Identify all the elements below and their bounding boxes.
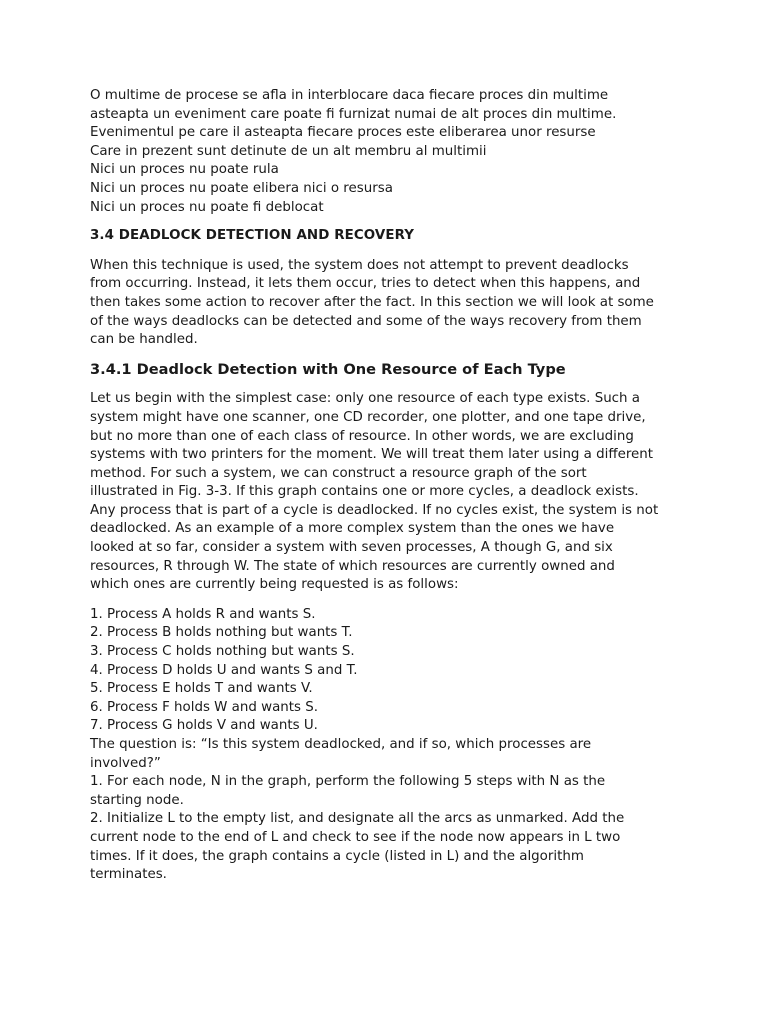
list-item: 7. Process G holds V and wants U. (90, 718, 318, 734)
text-line: which ones are currently being requested is as follows: (90, 577, 459, 593)
text-line: O multime de procese se afla in interblocare daca fiecare proces din multime (90, 88, 609, 103)
list-item: 2. Process B holds nothing but wants T. (90, 625, 353, 641)
text-line: Any process that is part of a cycle is deadlocked. If no cycles exist, the system is not (90, 502, 659, 518)
text-line: method. For such a system, we can construct a resource graph of the sort (90, 465, 587, 481)
text-line: starting node. (90, 792, 184, 808)
text-line: deadlocked. As an example of a more complex system than the ones we have (90, 521, 615, 537)
section-heading: 3.4 DEADLOCK DETECTION AND RECOVERY (90, 228, 415, 244)
text-line: looked at so far, consider a system with seven processes, A though G, and six (90, 540, 613, 556)
list-item: 1. Process A holds R and wants S. (90, 606, 316, 622)
text-line: Care in prezent sunt detinute de un alt membru al multimii (90, 143, 487, 159)
text-line: Evenimentul pe care il asteapta fiecare proces este eliberarea unor resurse (90, 125, 596, 141)
text-line: Nici un proces nu poate fi deblocat (90, 199, 324, 215)
text-line: terminates. (90, 867, 167, 883)
intro-paragraph (90, 87, 688, 217)
text-line: from occurring. Instead, it lets them occur, tries to detect when this happens, and (90, 276, 641, 292)
process-list-and-algorithm (90, 606, 688, 885)
list-item: 3. Process C holds nothing but wants S. (90, 644, 355, 660)
section-paragraph (90, 257, 688, 350)
subsection-heading: 3.4.1 Deadlock Detection with One Resource of Each Type (90, 360, 566, 378)
text-line: 2. Initialize L to the empty list, and designate all the arcs as unmarked. Add the (90, 811, 625, 827)
text-line: When this technique is used, the system does not attempt to prevent deadlocks (90, 257, 629, 273)
text-line: of the ways deadlocks can be detected and some of the ways recovery from them (90, 313, 642, 329)
text-line: resources, R through W. The state of which resources are currently owned and (90, 558, 615, 574)
text-line: Nici un proces nu poate elibera nici o resursa (90, 180, 393, 196)
text-line: Let us begin with the simplest case: only one resource of each type exists. Such a (90, 391, 640, 407)
text-line: asteapta un eveniment care poate fi furnizat numai de alt proces din multime. (90, 106, 617, 122)
text-line: involved?” (90, 755, 161, 771)
text-line: Nici un proces nu poate rula (90, 162, 279, 178)
text-line: then takes some action to recover after the fact. In this section we will look at some (90, 294, 654, 310)
text-line: can be handled. (90, 332, 198, 348)
text-line: The question is: “Is this system deadlocked, and if so, which processes are (90, 737, 592, 752)
text-line: 1. For each node, N in the graph, perform the following 5 steps with N as the (90, 774, 606, 790)
list-item: 4. Process D holds U and wants S and T. (90, 662, 358, 678)
text-line: illustrated in Fig. 3-3. If this graph contains one or more cycles, a deadlock exists. (90, 484, 639, 500)
text-line: system might have one scanner, one CD recorder, one plotter, and one tape drive, (90, 409, 646, 425)
text-line: times. If it does, the graph contains a cycle (listed in L) and the algorithm (90, 848, 584, 864)
text-line: but no more than one of each class of resource. In other words, we are excluding (90, 428, 634, 444)
subsection-paragraph (90, 390, 688, 595)
text-line: current node to the end of L and check to see if the node now appears in L two (90, 829, 621, 845)
text-line: systems with two printers for the moment. We will treat them later using a different (90, 447, 654, 463)
list-item: 5. Process E holds T and wants V. (90, 681, 313, 697)
list-item: 6. Process F holds W and wants S. (90, 699, 319, 715)
